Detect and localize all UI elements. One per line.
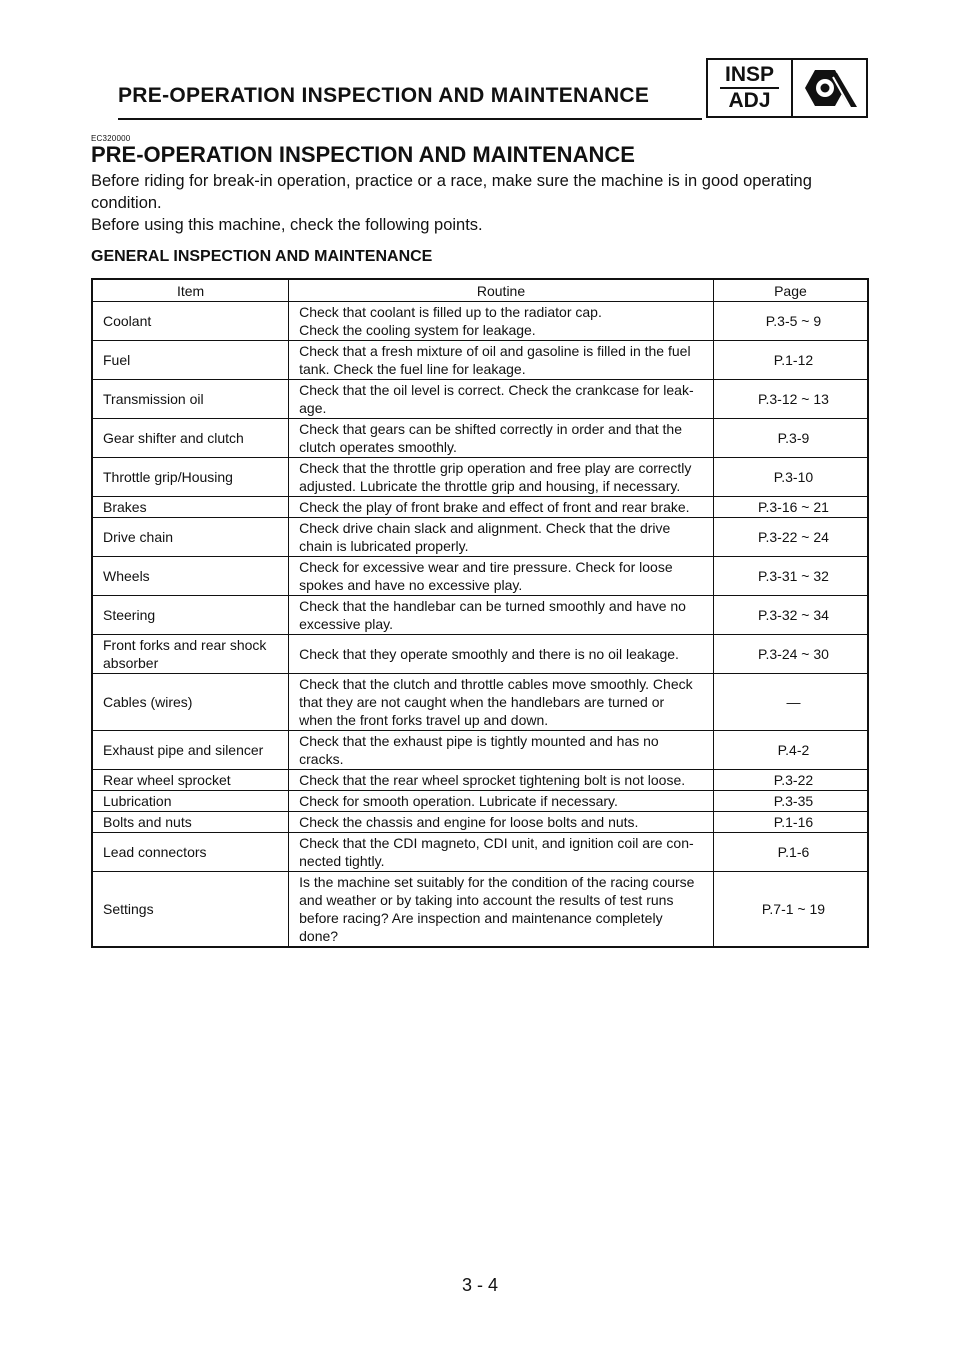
- routine-line: excessive play.: [299, 616, 394, 632]
- routine-line: Check the cooling system for leakage.: [299, 322, 536, 338]
- routine-line: spokes and have no excessive play.: [299, 577, 523, 593]
- routine-cell: [289, 635, 714, 674]
- routine-cell: [289, 497, 714, 518]
- badge-line-insp: INSP: [720, 63, 779, 89]
- routine-line: Check that the oil level is correct. Check the crankcase for leak-: [299, 382, 694, 398]
- table-row: [92, 812, 868, 833]
- routine-cell: [289, 458, 714, 497]
- header-title: PRE-OPERATION INSPECTION AND MAINTENANCE: [118, 84, 650, 107]
- page-cell: P.1-6: [713, 833, 868, 872]
- page-cell: P.3-10: [713, 458, 868, 497]
- column-header-routine: Routine: [289, 279, 714, 302]
- page-cell: P.3-22 ~ 24: [713, 518, 868, 557]
- table-row: [92, 380, 868, 419]
- item-cell: Drive chain: [92, 518, 289, 557]
- routine-line: tank. Check the fuel line for leakage.: [299, 361, 526, 377]
- routine-line: cracks.: [299, 751, 344, 767]
- page-cell: —: [713, 674, 868, 731]
- routine-line: Check that the throttle grip operation and free play are correctly: [299, 460, 692, 476]
- page-cell: P.3-35: [713, 791, 868, 812]
- item-cell: Brakes: [92, 497, 289, 518]
- routine-cell: [289, 791, 714, 812]
- routine-line: Check that the CDI magneto, CDI unit, and ignition coil are con-: [299, 835, 694, 851]
- badge-line-adj: ADJ: [728, 89, 771, 112]
- table-row: [92, 872, 868, 948]
- routine-line: Check that the exhaust pipe is tightly mounted and has no: [299, 733, 659, 749]
- item-cell: Exhaust pipe and silencer: [92, 731, 289, 770]
- item-cell: Bolts and nuts: [92, 812, 289, 833]
- inspection-table: [91, 278, 869, 948]
- item-cell: Rear wheel sprocket: [92, 770, 289, 791]
- table-row: [92, 518, 868, 557]
- section-heading: GENERAL INSPECTION AND MAINTENANCE: [91, 248, 433, 265]
- column-header-page: Page: [713, 279, 868, 302]
- intro-paragraph: Before using this machine, check the following points.: [91, 216, 483, 234]
- header-rule: [118, 118, 702, 120]
- routine-cell: [289, 812, 714, 833]
- page-cell: P.3-5 ~ 9: [713, 302, 868, 341]
- page-cell: P.1-12: [713, 341, 868, 380]
- routine-cell: [289, 518, 714, 557]
- table-row: [92, 596, 868, 635]
- routine-line: done?: [299, 928, 339, 944]
- badge-text: [708, 60, 793, 116]
- table-row: [92, 731, 868, 770]
- routine-line: chain is lubricated properly.: [299, 538, 469, 554]
- item-cell: Gear shifter and clutch: [92, 419, 289, 458]
- table-row: [92, 557, 868, 596]
- routine-line: Check that coolant is filled up to the radiator cap.: [299, 304, 602, 320]
- routine-line: Is the machine set suitably for the condition of the racing course: [299, 874, 695, 890]
- intro-paragraph: Before riding for break-in operation, practice or a race, make sure the machine is in good operating condition.: [91, 172, 812, 212]
- main-title: PRE-OPERATION INSPECTION AND MAINTENANCE: [91, 142, 635, 167]
- table-row: [92, 458, 868, 497]
- item-cell: Throttle grip/Housing: [92, 458, 289, 497]
- item-cell: Steering: [92, 596, 289, 635]
- routine-cell: [289, 770, 714, 791]
- routine-line: Check the play of front brake and effect of front and rear brake.: [299, 499, 690, 515]
- page-cell: P.3-32 ~ 34: [713, 596, 868, 635]
- routine-line: nected tightly.: [299, 853, 385, 869]
- table-row: [92, 497, 868, 518]
- item-cell: Lubrication: [92, 791, 289, 812]
- routine-line: Check drive chain slack and alignment. Check that the drive: [299, 520, 671, 536]
- routine-line: Check for excessive wear and tire pressure. Check for loose: [299, 559, 673, 575]
- column-header-item: Item: [92, 279, 289, 302]
- item-cell: Lead connectors: [92, 833, 289, 872]
- item-cell: Cables (wires): [92, 674, 289, 731]
- routine-line: Check the chassis and engine for loose bolts and nuts.: [299, 814, 639, 830]
- table-header-row: [92, 279, 868, 302]
- routine-cell: [289, 302, 714, 341]
- item-cell: Front forks and rear shock absorber: [92, 635, 289, 674]
- routine-line: Check that the handlebar can be turned smoothly and have no: [299, 598, 686, 614]
- table-row: [92, 341, 868, 380]
- page-cell: P.1-16: [713, 812, 868, 833]
- routine-line: Check that gears can be shifted correctly in order and that the: [299, 421, 683, 437]
- routine-cell: [289, 872, 714, 948]
- routine-cell: [289, 596, 714, 635]
- item-cell: Wheels: [92, 557, 289, 596]
- item-cell: Coolant: [92, 302, 289, 341]
- routine-cell: [289, 833, 714, 872]
- routine-line: Check that a fresh mixture of oil and gasoline is filled in the fuel: [299, 343, 691, 359]
- wrench-nut-icon: [793, 60, 866, 116]
- page-cell: P.3-9: [713, 419, 868, 458]
- table-row: [92, 770, 868, 791]
- routine-line: before racing? Are inspection and maintenance completely: [299, 910, 663, 926]
- page-cell: P.3-16 ~ 21: [713, 497, 868, 518]
- page-cell: P.3-31 ~ 32: [713, 557, 868, 596]
- page-cell: P.4-2: [713, 731, 868, 770]
- routine-cell: [289, 557, 714, 596]
- item-cell: Settings: [92, 872, 289, 948]
- routine-line: Check that the rear wheel sprocket tightening bolt is not loose.: [299, 772, 686, 788]
- page-cell: P.7-1 ~ 19: [713, 872, 868, 948]
- routine-line: Check that the clutch and throttle cables move smoothly. Check: [299, 676, 693, 692]
- page-number: 3 - 4: [461, 1275, 499, 1295]
- routine-line: Check for smooth operation. Lubricate if necessary.: [299, 793, 618, 809]
- routine-cell: [289, 674, 714, 731]
- intro-text: [91, 170, 881, 236]
- routine-line: clutch operates smoothly.: [299, 439, 457, 455]
- routine-cell: [289, 341, 714, 380]
- table-row: [92, 302, 868, 341]
- routine-line: and weather or by taking into account the results of test runs: [299, 892, 674, 908]
- table-body: [92, 302, 868, 948]
- item-cell: Fuel: [92, 341, 289, 380]
- table-row: [92, 674, 868, 731]
- page-cell: P.3-24 ~ 30: [713, 635, 868, 674]
- routine-line: adjusted. Lubricate the throttle grip and housing, if necessary.: [299, 478, 681, 494]
- item-cell: Transmission oil: [92, 380, 289, 419]
- section-badge: [706, 58, 868, 118]
- table-row: [92, 419, 868, 458]
- routine-line: Check that they operate smoothly and there is no oil leakage.: [299, 646, 679, 662]
- section-code: EC320000: [91, 134, 131, 143]
- routine-cell: [289, 419, 714, 458]
- page-cell: P.3-12 ~ 13: [713, 380, 868, 419]
- routine-line: when the front forks travel up and down.: [299, 712, 549, 728]
- routine-cell: [289, 380, 714, 419]
- routine-line: age.: [299, 400, 327, 416]
- page-cell: P.3-22: [713, 770, 868, 791]
- table-row: [92, 833, 868, 872]
- table-row: [92, 791, 868, 812]
- routine-cell: [289, 731, 714, 770]
- routine-line: that they are not caught when the handlebars are turned or: [299, 694, 665, 710]
- table-row: [92, 635, 868, 674]
